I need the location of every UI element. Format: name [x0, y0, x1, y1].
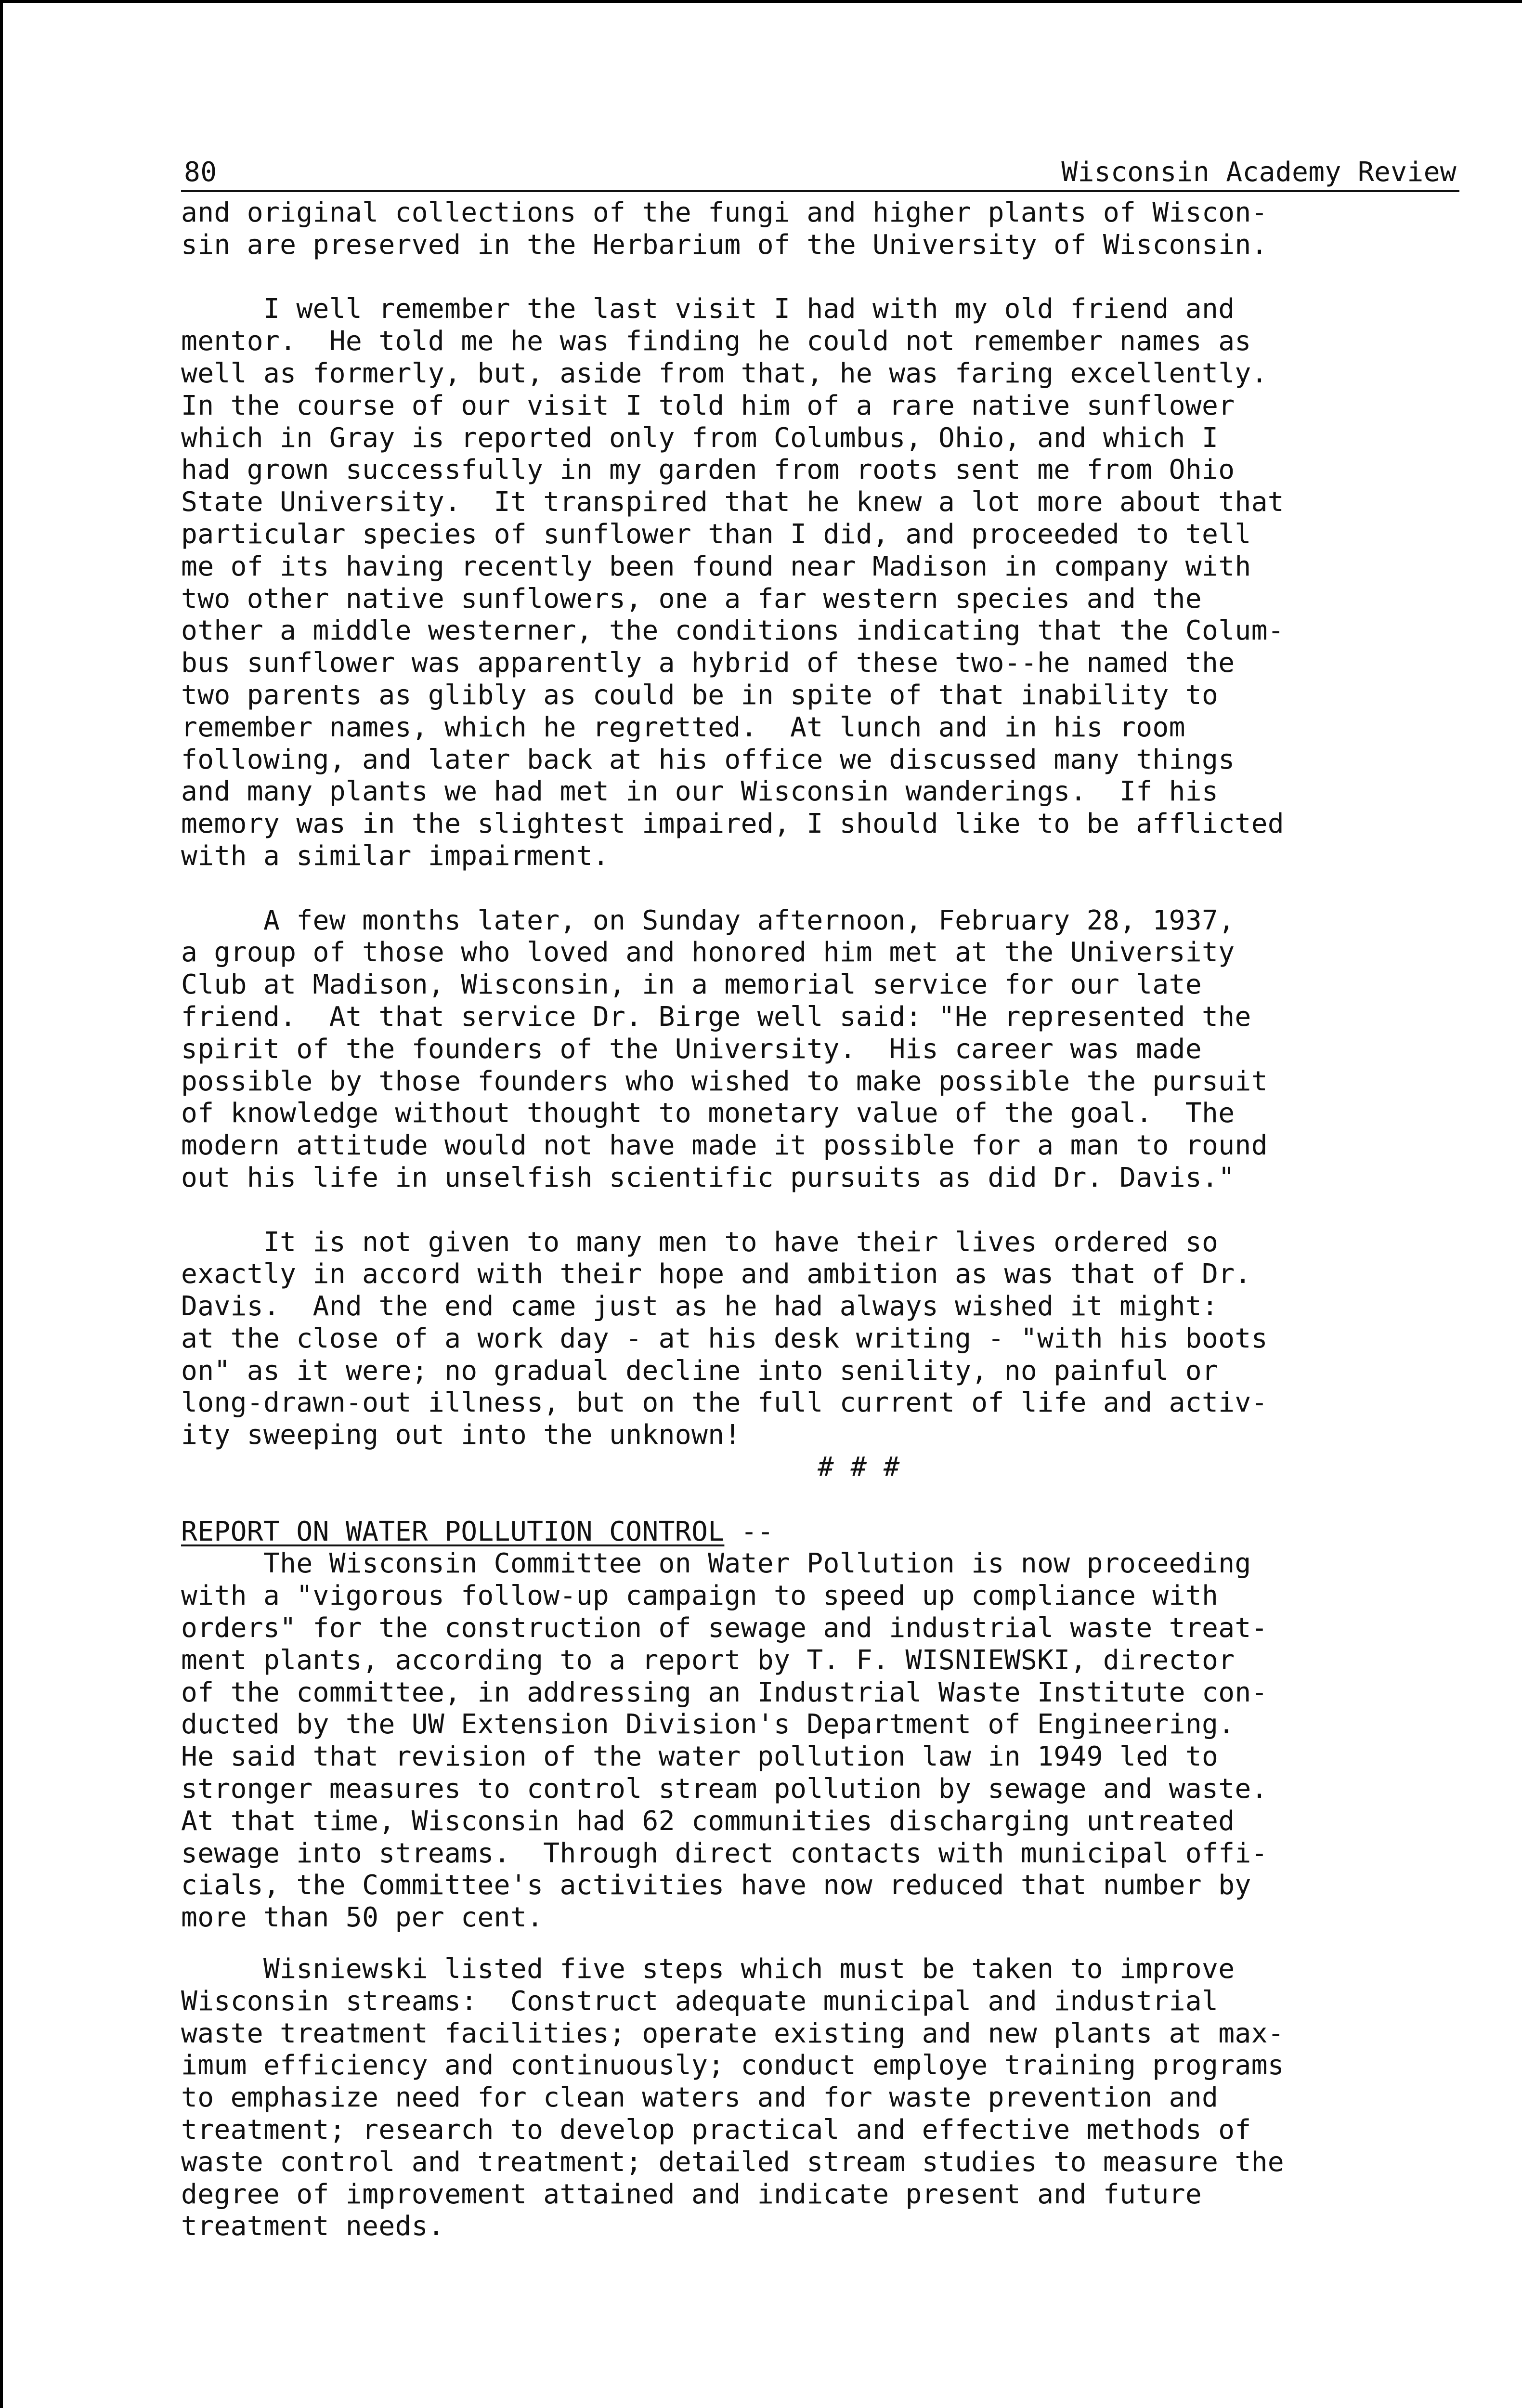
text-line: State University. It transpired that he knew a lot more about that	[181, 486, 1284, 518]
text-line: cials, the Committee's activities have now reduced that number by	[181, 1870, 1251, 1901]
text-line: Wisconsin streams: Construct adequate municipal and industrial	[181, 1985, 1219, 2017]
paragraph	[181, 197, 1459, 262]
text-line: bus sunflower was apparently a hybrid of these two--he named the	[181, 647, 1235, 679]
text-line: waste treatment facilities; operate existing and new plants at max-	[181, 2017, 1284, 2049]
report-heading-dash: --	[724, 1516, 774, 1547]
report-heading-line	[181, 1516, 1459, 1548]
text-line: to emphasize need for clean waters and for waste prevention and	[181, 2082, 1219, 2114]
text-line: two parents as glibly as could be in spite of that inability to	[181, 679, 1219, 711]
text-line: a group of those who loved and honored him met at the University	[181, 937, 1235, 968]
text-line: treatment; research to develop practical and effective methods of	[181, 2114, 1251, 2146]
text-line: with a "vigorous follow-up campaign to speed up compliance with	[181, 1580, 1219, 1612]
text-line: ment plants, according to a report by T. F. WISNIEWSKI, director	[181, 1644, 1235, 1676]
paragraph	[181, 293, 1459, 872]
text-line: modern attitude would not have made it possible for a man to round	[181, 1130, 1268, 1162]
text-line: spirit of the founders of the University. His career was made	[181, 1033, 1202, 1065]
text-line: with a similar impairment.	[181, 840, 610, 872]
text-line: me of its having recently been found near Madison in company with	[181, 550, 1251, 582]
text-line: Davis. And the end came just as he had always wished it might:	[181, 1291, 1219, 1322]
report-heading: REPORT ON WATER POLLUTION CONTROL	[181, 1516, 725, 1547]
text-line: had grown successfully in my garden from roots sent me from Ohio	[181, 454, 1235, 486]
text-line: memory was in the slightest impaired, I should like to be afflicted	[181, 808, 1284, 840]
text-line: and many plants we had met in our Wisconsin wanderings. If his	[181, 776, 1219, 808]
section-separator: # # #	[818, 1452, 900, 1483]
paragraph-spacer	[181, 262, 1459, 294]
text-line: imum efficiency and continuously; conduct employe training programs	[181, 2050, 1284, 2081]
paragraph-spacer	[181, 1934, 1459, 1953]
document-page	[181, 154, 1459, 2243]
text-line: I well remember the last visit I had with my old friend and	[181, 293, 1235, 325]
paragraph	[181, 1953, 1459, 2243]
text-line: A few months later, on Sunday afternoon, February 28, 1937,	[181, 904, 1235, 936]
text-line: sin are preserved in the Herbarium of the University of Wisconsin.	[181, 229, 1268, 261]
text-line: He said that revision of the water pollution law in 1949 led to	[181, 1741, 1219, 1773]
text-line: Club at Madison, Wisconsin, in a memorial service for our late	[181, 969, 1202, 1001]
text-line: In the course of our visit I told him of a rare native sunflower	[181, 390, 1235, 421]
journal-title: Wisconsin Academy Review	[1061, 157, 1457, 188]
text-line: two other native sunflowers, one a far western species and the	[181, 583, 1202, 615]
paragraph	[181, 1548, 1459, 1934]
paragraph-spacer	[181, 1484, 1459, 1516]
paragraph	[181, 905, 1459, 1194]
text-line: ity sweeping out into the unknown!	[181, 1419, 741, 1451]
text-line: The Wisconsin Committee on Water Pollution is now proceeding	[181, 1548, 1251, 1580]
text-line: and original collections of the fungi and higher plants of Wiscon-	[181, 197, 1268, 228]
text-line: other a middle westerner, the conditions indicating that the Colum-	[181, 615, 1284, 647]
text-line: degree of improvement attained and indicate present and future	[181, 2178, 1202, 2210]
text-line: It is not given to many men to have their lives ordered so	[181, 1226, 1219, 1258]
text-line: treatment needs.	[181, 2211, 445, 2242]
text-line: of the committee, in addressing an Industrial Waste Institute con-	[181, 1676, 1268, 1708]
text-line: stronger measures to control stream pollution by sewage and waste.	[181, 1773, 1268, 1805]
text-line: sewage into streams. Through direct contacts with municipal offi-	[181, 1837, 1268, 1869]
text-line: which in Gray is reported only from Columbus, Ohio, and which I	[181, 422, 1219, 454]
page-number: 80	[184, 157, 217, 188]
paragraph	[181, 1227, 1459, 1452]
text-line: out his life in unselfish scientific pursuits as did Dr. Davis."	[181, 1162, 1235, 1193]
article-body	[181, 197, 1459, 2243]
text-line: particular species of sunflower than I did, and proceeded to tell	[181, 518, 1251, 550]
text-line: ducted by the UW Extension Division's Department of Engineering.	[181, 1709, 1235, 1741]
text-line: remember names, which he regretted. At lunch and in his room	[181, 711, 1185, 743]
text-line: at the close of a work day - at his desk writing - "with his boots	[181, 1322, 1268, 1354]
text-line: long-drawn-out illness, but on the full current of life and activ-	[181, 1387, 1268, 1419]
text-line: well as formerly, but, aside from that, he was faring excellently.	[181, 357, 1268, 389]
text-line: friend. At that service Dr. Birge well said: "He represented the	[181, 1001, 1251, 1033]
text-line: Wisniewski listed five steps which must be taken to improve	[181, 1953, 1235, 1985]
text-line: exactly in accord with their hope and ambition as was that of Dr.	[181, 1258, 1251, 1290]
text-line: on" as it were; no gradual decline into senility, no painful or	[181, 1355, 1219, 1387]
paragraph-spacer	[181, 1194, 1459, 1227]
text-line: of knowledge without thought to monetary value of the goal. The	[181, 1098, 1235, 1129]
text-line: At that time, Wisconsin had 62 communities discharging untreated	[181, 1805, 1235, 1837]
text-line: waste control and treatment; detailed stream studies to measure the	[181, 2146, 1284, 2178]
paragraph-spacer	[181, 873, 1459, 905]
text-line: orders" for the construction of sewage and industrial waste treat-	[181, 1612, 1268, 1644]
text-line: mentor. He told me he was finding he could not remember names as	[181, 326, 1251, 357]
text-line: more than 50 per cent.	[181, 1902, 544, 1934]
text-line: possible by those founders who wished to make possible the pursuit	[181, 1065, 1268, 1097]
running-header	[181, 154, 1459, 192]
text-line: following, and later back at his office we discussed many things	[181, 744, 1235, 775]
